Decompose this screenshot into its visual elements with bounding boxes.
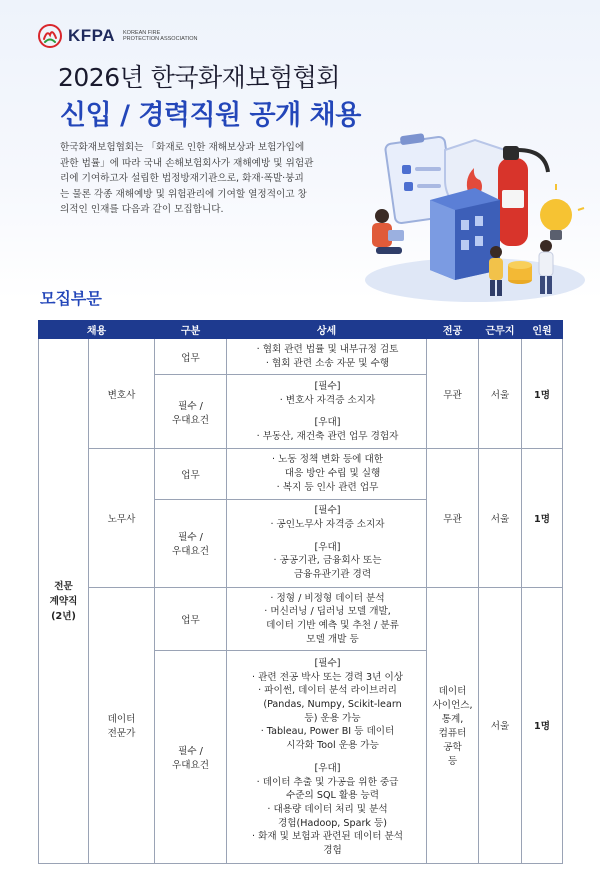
table-row (39, 587, 563, 651)
detail-cell: · 정형 / 비정형 데이터 분석 · 머신러닝 / 딥러닝 모델 개발, 데이터 기반 예측 및 추천 / 분류 모델 개발 등 (227, 587, 427, 651)
table-row (39, 449, 563, 499)
detail-cell: [필수] · 관련 전공 박사 또는 경력 3년 이상 · 파이썬, 데이터 분석 라이브러리 (Pandas, Numpy, Scikit-learn 등) 운용 가능 · Tableau, Power BI 등 데이터 시각화 Tool 운용 가능 [우대] · 데이터 추출 및 가공을 위한 중급 수준의 SQL 활용 능력 · 대용량 데이터 처리 및 분석 경험(Hadoop, Spark 등) · 화재 및 보험과 관련된 데이터 분석 경험 (227, 651, 427, 864)
fire-extinguisher-icon (498, 146, 548, 246)
header-major: 전공 (427, 321, 479, 339)
section-title-recruitment: 모집부문 (40, 289, 102, 308)
detail-cell: · 협회 관련 법률 및 내부규정 검토 · 협회 관련 소송 자문 및 수행 (227, 339, 427, 375)
location-cell: 서울 (479, 339, 522, 449)
major-cell: 무관 (427, 339, 479, 449)
kfpa-logo (38, 24, 198, 48)
logo-text: KFPA (68, 26, 116, 45)
kfpa-flame-icon (38, 24, 62, 48)
location-cell: 서울 (479, 587, 522, 864)
detail-cell: [필수] · 공인노무사 자격증 소지자 [우대] · 공공기관, 금융회사 또는 금융유관기관 경력 (227, 499, 427, 587)
position-cell: 데이터 전문가 (89, 587, 155, 864)
table-row (39, 339, 563, 375)
category-cell: 업무 (155, 339, 227, 375)
position-cell: 변호사 (89, 339, 155, 449)
detail-cell: · 노동 정책 변화 등에 대한 대응 방안 수립 및 실행 · 복지 등 인사 관련 업무 (227, 449, 427, 499)
headcount-cell: 1명 (522, 449, 563, 587)
coin-stack-icon (508, 261, 532, 284)
logo-subtext: KOREAN FIRE PROTECTION ASSOCIATION (123, 29, 198, 42)
header-employment: 채용 (39, 321, 155, 339)
position-cell: 노무사 (89, 449, 155, 587)
table-header-row (39, 321, 563, 339)
category-cell: 필수 / 우대요건 (155, 499, 227, 587)
headcount-cell: 1명 (522, 587, 563, 864)
location-cell: 서울 (479, 449, 522, 587)
detail-cell: [필수] · 변호사 자격증 소지자 [우대] · 부동산, 재건축 관련 업무 경험자 (227, 375, 427, 449)
category-cell: 업무 (155, 449, 227, 499)
major-cell: 무관 (427, 449, 479, 587)
header-location: 근무지 (479, 321, 522, 339)
light-bulb-icon (540, 184, 584, 240)
header-category: 구분 (155, 321, 227, 339)
page-title-main: 신입 / 경력직원 공개 채용 (60, 100, 361, 131)
major-cell: 데이터 사이언스, 통계, 컴퓨터 공학 등 (427, 587, 479, 864)
headcount-cell: 1명 (522, 339, 563, 449)
category-cell: 업무 (155, 587, 227, 651)
category-cell: 필수 / 우대요건 (155, 651, 227, 864)
intro-paragraph: 한국화재보험협회는 「화재로 인한 재해보상과 보험가입에 관한 법률」에 따라 국내 손해보험회사가 재해예방 및 위험관 리에 기여하고자 설립한 법정방재기관으로, 화재·폭발·붕괴 는 물론 각종 재해예방 및 위험관리에 기여할 열정적이고 창 의적인 인재를 다음과 같이 모집합니다. (60, 142, 314, 215)
employment-type-cell: 전문 계약직 (2년) (39, 339, 89, 864)
header-headcount: 인원 (522, 321, 563, 339)
header-detail: 상세 (227, 321, 427, 339)
page-title-year: 2026년 한국화재보험협회 (58, 63, 340, 92)
category-cell: 필수 / 우대요건 (155, 375, 227, 449)
recruitment-table (38, 320, 563, 864)
safety-illustration (360, 120, 590, 310)
